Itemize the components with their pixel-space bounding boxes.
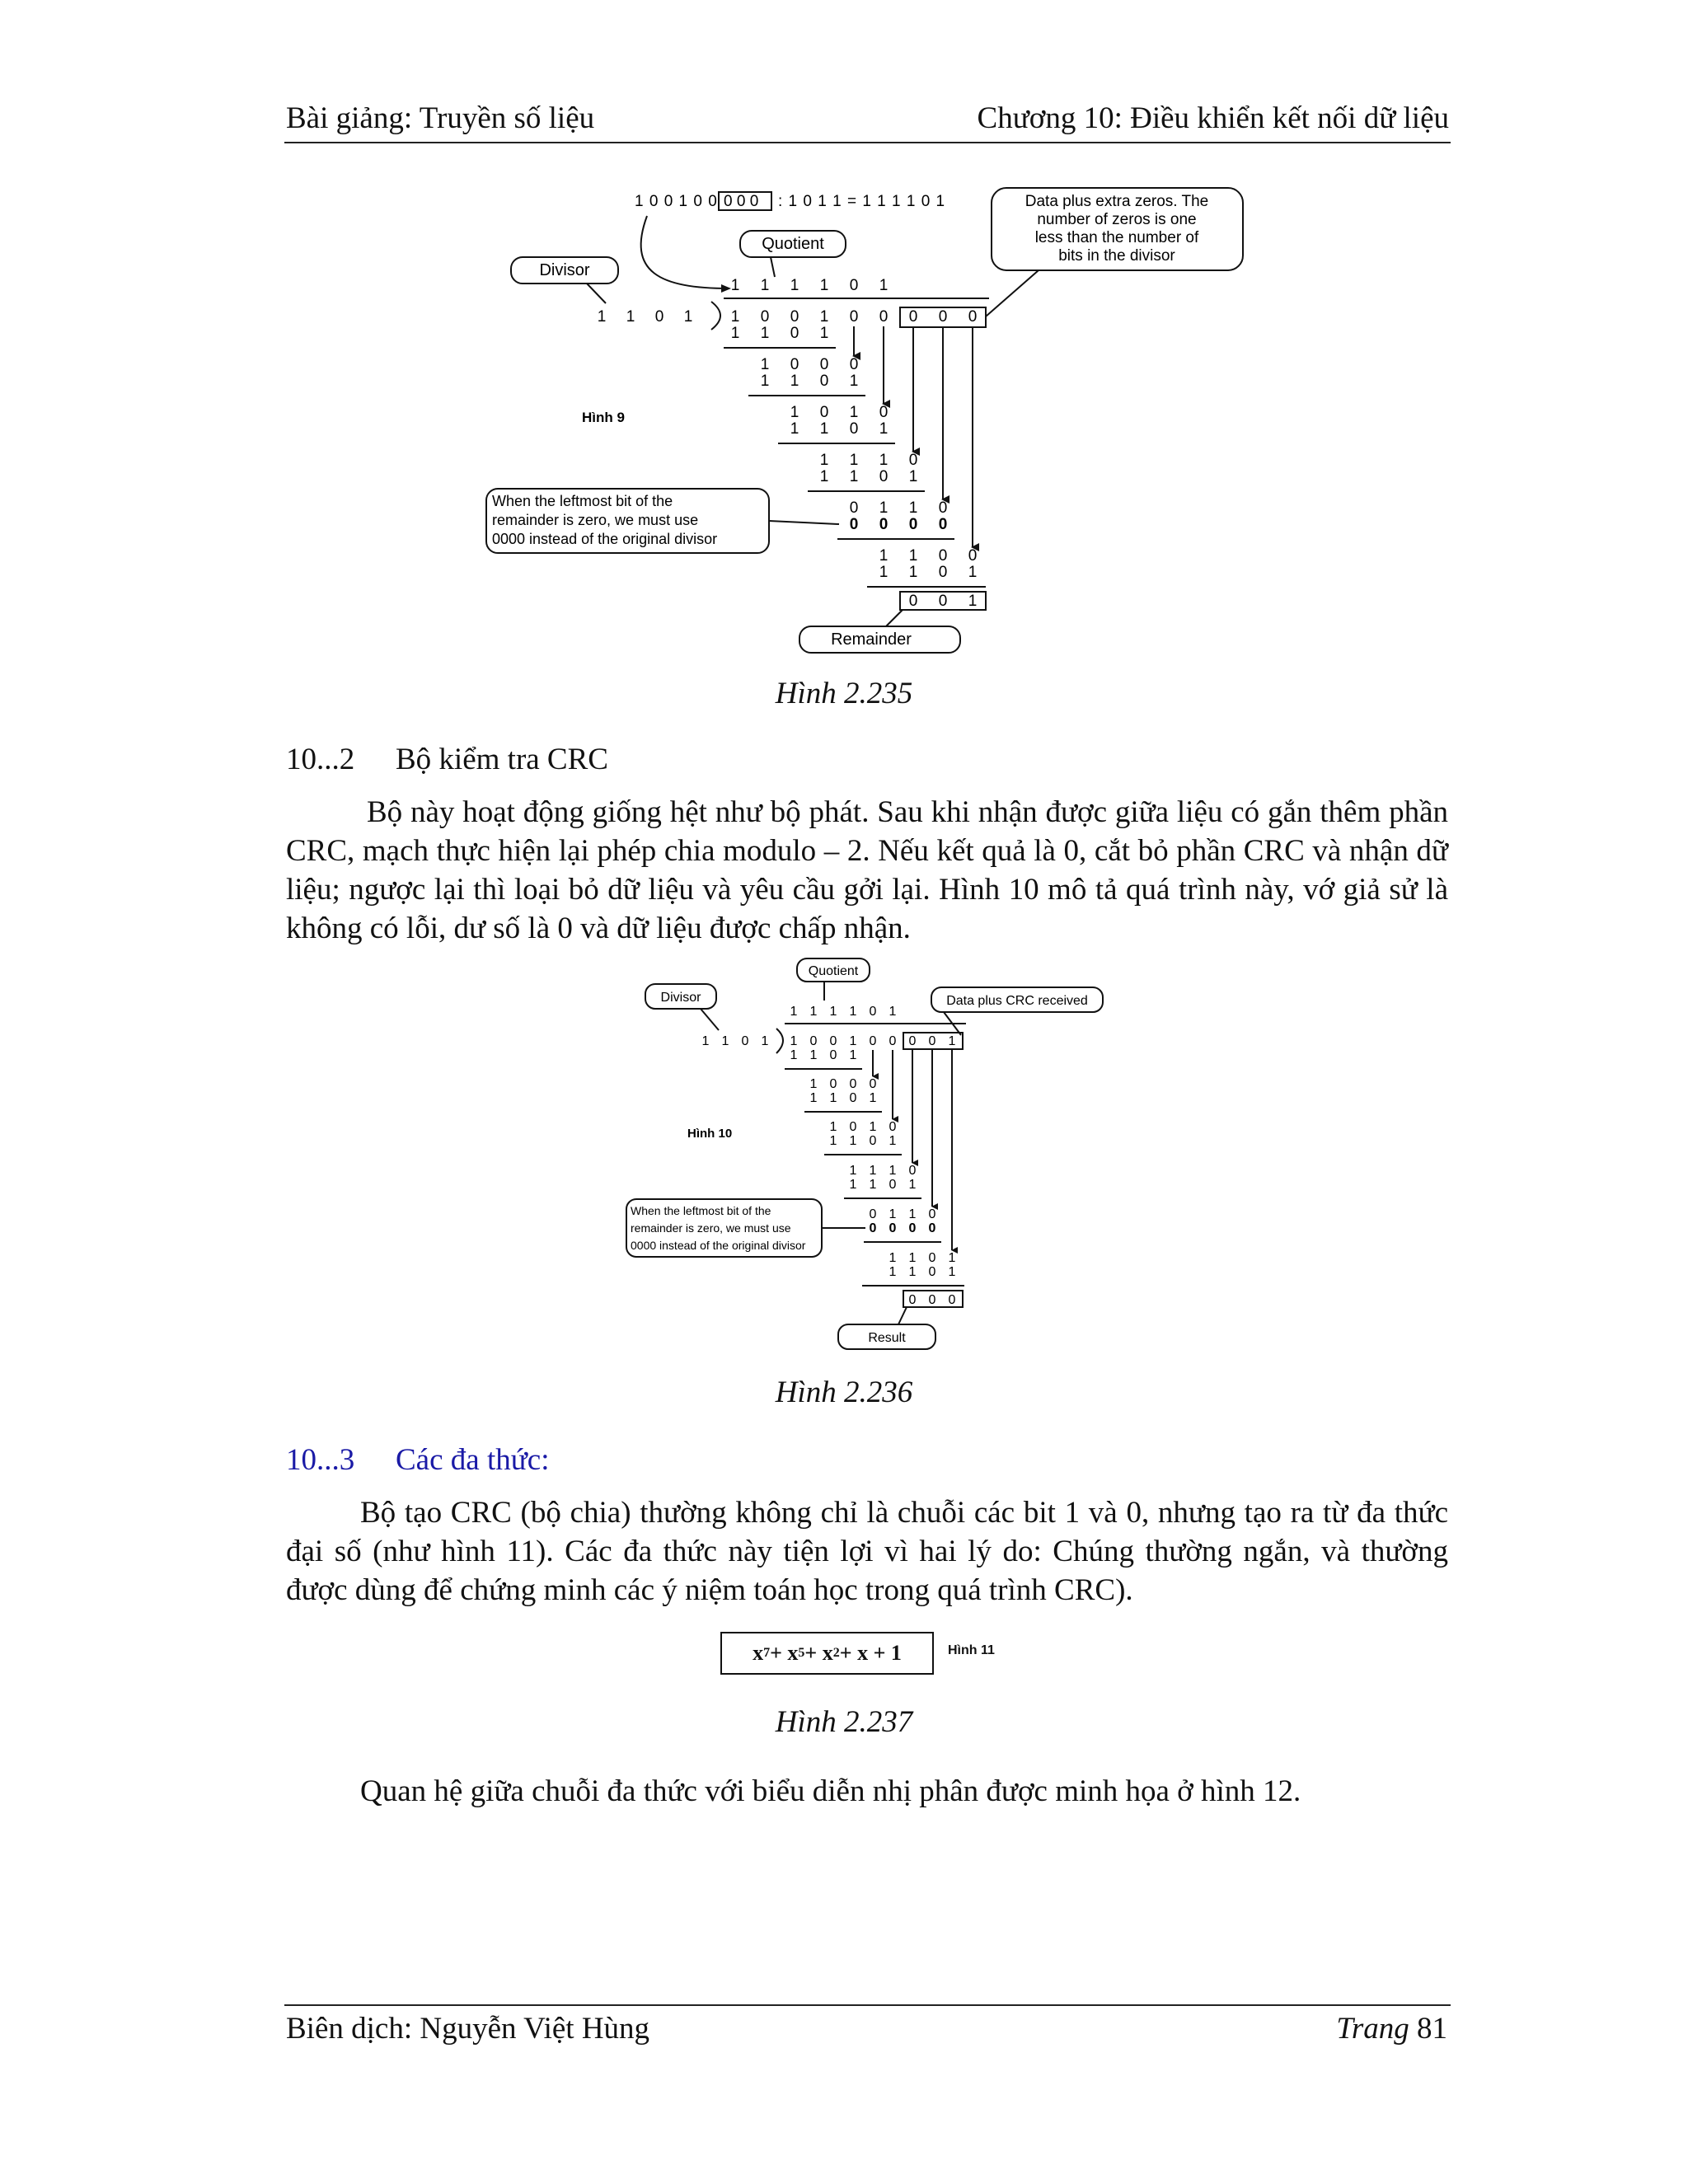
f9-r-1: 0 <box>938 593 948 610</box>
f9-s10-2: 0 <box>938 564 948 581</box>
f9-s5-0: 1 <box>819 452 829 469</box>
f9-divisor-digits <box>598 308 693 326</box>
figure-9-diagram <box>462 181 1209 668</box>
figure-11-tag: Hình 11 <box>948 1643 995 1657</box>
footer-page-word: Trang <box>1336 2012 1409 2046</box>
f9-s0-2: 0 <box>790 325 799 342</box>
paragraph-text: Bộ này hoạt động giống hệt như bộ phát. Sau khi nhận được giữa liệu có gắn thêm phần CRC, mạch thực hiện lại phép chia modulo – 2. Nếu kết quả là 0, cắt bỏ phần CRC và nhận dữ liệu; ngược lại thì loại bỏ dữ liệu và yêu cầu gởi lại. Hình 10 mô tả quá trình này, vớ giả sử là không có lỗi, dư số là 0 và dữ liệu được chấp nhận. <box>286 795 1448 945</box>
f9-divisor-label: Divisor <box>539 261 590 279</box>
f9-r-0: 0 <box>908 593 918 610</box>
f9-callout-zeros-l3: less than the number of <box>1034 229 1199 246</box>
f10-q-2: 1 <box>829 1005 837 1019</box>
header-left: Bài giảng: Truyền số liệu <box>286 101 595 135</box>
f9-s5-3: 0 <box>908 452 918 469</box>
f10-s2-0: 1 <box>809 1091 818 1105</box>
f9-dv-5: 0 <box>879 308 889 326</box>
section-title: Bộ kiểm tra CRC <box>396 743 608 776</box>
f10-s3-0: 1 <box>829 1120 837 1134</box>
f9-eq-data: 1 0 0 1 0 0 <box>635 193 718 210</box>
f9-dv-8: 0 <box>968 308 978 326</box>
f10-d-0: 1 <box>701 1034 710 1048</box>
f10-dv-4: 0 <box>869 1034 877 1048</box>
footer-rule <box>284 2004 1451 2006</box>
section-heading-10-3 <box>286 1442 549 1478</box>
footer-left: Biên dịch: Nguyễn Việt Hùng <box>286 2012 650 2046</box>
f9-callout-l1: When the leftmost bit of the <box>492 493 673 509</box>
caption-figure-2-237: Hình 2.237 <box>775 1705 913 1739</box>
f9-s6-1: 1 <box>849 468 859 485</box>
f10-q-0: 1 <box>790 1005 798 1019</box>
f9-r-2: 1 <box>968 593 978 610</box>
f10-s8-3: 0 <box>928 1221 936 1235</box>
f10-s9-2: 0 <box>928 1251 936 1265</box>
f10-s4-1: 1 <box>849 1134 857 1148</box>
f10-r-0: 0 <box>908 1293 917 1307</box>
f9-s3-3: 0 <box>879 404 889 421</box>
paragraph-relation <box>286 1772 1448 1811</box>
f9-s6-0: 1 <box>819 468 829 485</box>
f10-s3-1: 0 <box>849 1120 857 1134</box>
f10-division-bracket <box>776 1029 783 1053</box>
f10-s4-0: 1 <box>829 1134 837 1148</box>
f9-s3-2: 1 <box>849 404 859 421</box>
f10-r-2: 0 <box>948 1293 956 1307</box>
f9-s8-3: 0 <box>938 516 948 533</box>
f9-q-1: 1 <box>760 277 770 294</box>
f9-q-4: 0 <box>849 277 859 294</box>
f9-q-3: 1 <box>819 277 829 294</box>
section-number: 10...3 <box>286 1443 355 1477</box>
f9-d-3: 1 <box>683 308 693 326</box>
f10-q-4: 0 <box>869 1005 877 1019</box>
f10-s8-1: 0 <box>889 1221 897 1235</box>
f10-callout-l2: remainder is zero, we must use <box>631 1221 791 1235</box>
f10-s0-0: 1 <box>790 1048 798 1062</box>
f10-s6-2: 0 <box>889 1178 897 1192</box>
f9-s9-2: 0 <box>938 547 948 565</box>
f10-s0-2: 0 <box>829 1048 837 1062</box>
f10-s10-2: 0 <box>928 1265 936 1279</box>
f10-s7-2: 1 <box>908 1207 917 1221</box>
f10-s10-3: 1 <box>948 1265 956 1279</box>
f9-dividend <box>731 308 978 326</box>
f9-s2-3: 1 <box>849 373 859 390</box>
figure-10-diagram <box>618 952 1113 1364</box>
f10-s7-0: 0 <box>869 1207 877 1221</box>
section-number: 10...2 <box>286 743 355 776</box>
f9-s9-1: 1 <box>908 547 918 565</box>
f9-q-2: 1 <box>790 277 799 294</box>
header-rule <box>284 142 1451 143</box>
f10-callout-l3: 0000 instead of the original divisor <box>631 1239 806 1252</box>
f10-s7-1: 1 <box>889 1207 897 1221</box>
f10-s5-2: 1 <box>889 1164 897 1178</box>
f9-s1-3: 0 <box>849 356 859 373</box>
caption-figure-2-236: Hình 2.236 <box>775 1376 913 1409</box>
f10-quotient-label: Quotient <box>808 964 859 978</box>
poly-term-2: + x <box>770 1641 799 1665</box>
f10-s0-1: 1 <box>809 1048 818 1062</box>
f10-s8-0: 0 <box>869 1221 877 1235</box>
f10-s0-3: 1 <box>849 1048 857 1062</box>
section-title: Các đa thức: <box>396 1443 550 1477</box>
paragraph-text: Quan hệ giữa chuỗi đa thức với biểu diễn nhị phân được minh họa ở hình 12. <box>360 1774 1301 1808</box>
f10-dv-5: 0 <box>889 1034 897 1048</box>
f9-s8-1: 0 <box>879 516 889 533</box>
f10-s4-3: 1 <box>889 1134 897 1148</box>
poly-term-1: x <box>753 1641 764 1665</box>
f10-q-5: 1 <box>889 1005 897 1019</box>
f10-dv-0: 1 <box>790 1034 798 1048</box>
f10-s1-1: 0 <box>829 1077 837 1091</box>
header-right: Chương 10: Điều khiển kết nối dữ liệu <box>977 101 1449 135</box>
f10-callout-l1: When the leftmost bit of the <box>631 1204 771 1217</box>
f10-s2-2: 0 <box>849 1091 857 1105</box>
polynomial-box <box>720 1632 934 1675</box>
f9-dv-7: 0 <box>938 308 948 326</box>
paragraph-polynomials <box>286 1493 1448 1610</box>
f10-dv-8: 1 <box>948 1034 956 1048</box>
f9-dv-1: 0 <box>760 308 770 326</box>
f10-divisor-pointer <box>701 1009 719 1030</box>
f10-dividend <box>790 1034 956 1048</box>
f9-s10-1: 1 <box>908 564 918 581</box>
f10-s2-3: 1 <box>869 1091 877 1105</box>
f9-s5-1: 1 <box>849 452 859 469</box>
f9-s3-1: 0 <box>819 404 829 421</box>
poly-exp-2: 5 <box>798 1646 805 1660</box>
f9-remainder-label: Remainder <box>831 630 912 649</box>
caption-figure-2-235: Hình 2.235 <box>775 677 913 710</box>
f10-tag: Hình 10 <box>687 1127 733 1141</box>
f9-q-5: 1 <box>879 277 889 294</box>
f10-s6-3: 1 <box>908 1178 917 1192</box>
f9-eq-zeros: 0 0 0 <box>724 193 759 210</box>
f10-s1-3: 0 <box>869 1077 877 1091</box>
f10-s10-1: 1 <box>908 1265 917 1279</box>
f9-s6-3: 1 <box>908 468 918 485</box>
f9-dv-6: 0 <box>908 308 918 326</box>
f9-tag: Hình 9 <box>582 410 625 425</box>
f10-result-digits <box>909 1293 956 1307</box>
f9-callout-zeros-l1: Data plus extra zeros. The <box>1025 193 1209 210</box>
f9-s3-0: 1 <box>790 404 799 421</box>
f9-s1-0: 1 <box>760 356 770 373</box>
f9-s4-2: 0 <box>849 420 859 438</box>
f10-s6-0: 1 <box>849 1178 857 1192</box>
f10-d-1: 1 <box>721 1034 729 1048</box>
f9-dv-4: 0 <box>849 308 859 326</box>
f10-s1-2: 0 <box>849 1077 857 1091</box>
f10-s9-1: 1 <box>908 1251 917 1265</box>
f10-s10-0: 1 <box>889 1265 897 1279</box>
f10-result-label: Result <box>868 1331 906 1345</box>
f9-quotient-digits <box>731 277 889 294</box>
section-heading-10-2 <box>286 742 608 777</box>
f9-s4-1: 1 <box>819 420 829 438</box>
f10-s7-3: 0 <box>928 1207 936 1221</box>
f10-dv-6: 0 <box>908 1034 917 1048</box>
f9-callout-l3: 0000 instead of the original divisor <box>492 531 718 547</box>
f9-callout-l2: remainder is zero, we must use <box>492 512 699 528</box>
f9-d-1: 1 <box>626 308 635 326</box>
f10-s4-2: 0 <box>869 1134 877 1148</box>
f10-dv-3: 1 <box>849 1034 857 1048</box>
f9-s9-3: 0 <box>968 547 978 565</box>
f9-d-0: 1 <box>597 308 607 326</box>
f10-data-label: Data plus CRC received <box>946 994 1088 1008</box>
f9-dv-2: 0 <box>790 308 799 326</box>
poly-exp-3: 2 <box>832 1646 840 1660</box>
f9-callout-zeros-l4: bits in the divisor <box>1058 247 1175 265</box>
f9-division-bracket <box>711 302 720 330</box>
f9-s0-0: 1 <box>730 325 740 342</box>
f9-s10-3: 1 <box>968 564 978 581</box>
f10-s9-0: 1 <box>889 1251 897 1265</box>
f9-s7-0: 0 <box>849 499 859 517</box>
poly-term-4: + x + 1 <box>839 1641 902 1665</box>
f10-divisor-label: Divisor <box>660 991 701 1005</box>
f9-s7-2: 1 <box>908 499 918 517</box>
f9-dv-0: 1 <box>730 308 740 326</box>
f9-s7-1: 1 <box>879 499 889 517</box>
f9-s8-2: 0 <box>908 516 918 533</box>
f10-result-pointer <box>898 1307 907 1324</box>
f9-remainder-digits <box>909 593 978 610</box>
f10-d-2: 0 <box>741 1034 749 1048</box>
poly-term-3: + x <box>804 1641 833 1665</box>
f9-s0-3: 1 <box>819 325 829 342</box>
f10-q-3: 1 <box>849 1005 857 1019</box>
f9-s5-2: 1 <box>879 452 889 469</box>
f9-quotient-label: Quotient <box>762 235 824 253</box>
f9-dv-3: 1 <box>819 308 829 326</box>
f9-s8-0: 0 <box>849 516 859 533</box>
f10-s5-1: 1 <box>869 1164 877 1178</box>
f9-remainder-pointer <box>886 610 903 626</box>
f9-s2-2: 0 <box>819 373 829 390</box>
f10-s8-2: 0 <box>908 1221 917 1235</box>
f9-s0-1: 1 <box>760 325 770 342</box>
f9-quotient-pointer <box>771 257 775 277</box>
f10-s6-1: 1 <box>869 1178 877 1192</box>
f9-callout-zeros-pointer <box>986 270 1039 316</box>
f10-quotient-digits <box>790 1005 897 1019</box>
f10-s2-1: 1 <box>829 1091 837 1105</box>
f9-callout-leftmost-pointer <box>769 521 839 524</box>
f9-divisor-pointer <box>587 284 606 303</box>
f9-callout-zeros-l2: number of zeros is one <box>1037 211 1197 228</box>
f10-dv-2: 0 <box>829 1034 837 1048</box>
f9-s10-0: 1 <box>879 564 889 581</box>
f10-s1-0: 1 <box>809 1077 818 1091</box>
f9-eq-rest: : 1 0 1 1 = 1 1 1 1 0 1 <box>778 193 946 210</box>
f10-d-3: 1 <box>761 1034 769 1048</box>
f9-s6-2: 0 <box>879 468 889 485</box>
f9-q-0: 1 <box>730 277 740 294</box>
f10-dv-1: 0 <box>809 1034 818 1048</box>
f9-s2-1: 1 <box>790 373 799 390</box>
footer-page <box>1336 2011 1447 2046</box>
f10-s5-0: 1 <box>849 1164 857 1178</box>
paragraph-text: Bộ tạo CRC (bộ chia) thường không chỉ là chuỗi các bit 1 và 0, nhưng tạo ra từ đa thức đại số (như hình 11). Các đa thức này tiện lợi vì hai lý do: Chúng thường ngắn, và thường được dùng để chứng minh các ý niệm toán học trong quá trình CRC). <box>286 1496 1448 1607</box>
f9-s2-0: 1 <box>760 373 770 390</box>
f9-s4-0: 1 <box>790 420 799 438</box>
f9-s1-2: 0 <box>819 356 829 373</box>
f9-s7-3: 0 <box>938 499 948 517</box>
footer-page-number: 81 <box>1417 2012 1447 2046</box>
f10-q-1: 1 <box>809 1005 818 1019</box>
f10-s5-3: 0 <box>908 1164 917 1178</box>
f9-s4-3: 1 <box>879 420 889 438</box>
f9-s1-1: 0 <box>790 356 799 373</box>
f10-dv-7: 0 <box>928 1034 936 1048</box>
f9-d-2: 0 <box>654 308 664 326</box>
f10-r-1: 0 <box>928 1293 936 1307</box>
f10-s3-2: 1 <box>869 1120 877 1134</box>
f9-s9-0: 1 <box>879 547 889 565</box>
f10-divisor-digits <box>702 1034 769 1048</box>
f9-curve-arrow <box>641 216 729 288</box>
poly-exp-1: 7 <box>763 1646 771 1660</box>
f10-s9-3: 1 <box>948 1251 956 1265</box>
f10-s3-3: 0 <box>889 1120 897 1134</box>
paragraph-crc-checker <box>286 793 1448 948</box>
